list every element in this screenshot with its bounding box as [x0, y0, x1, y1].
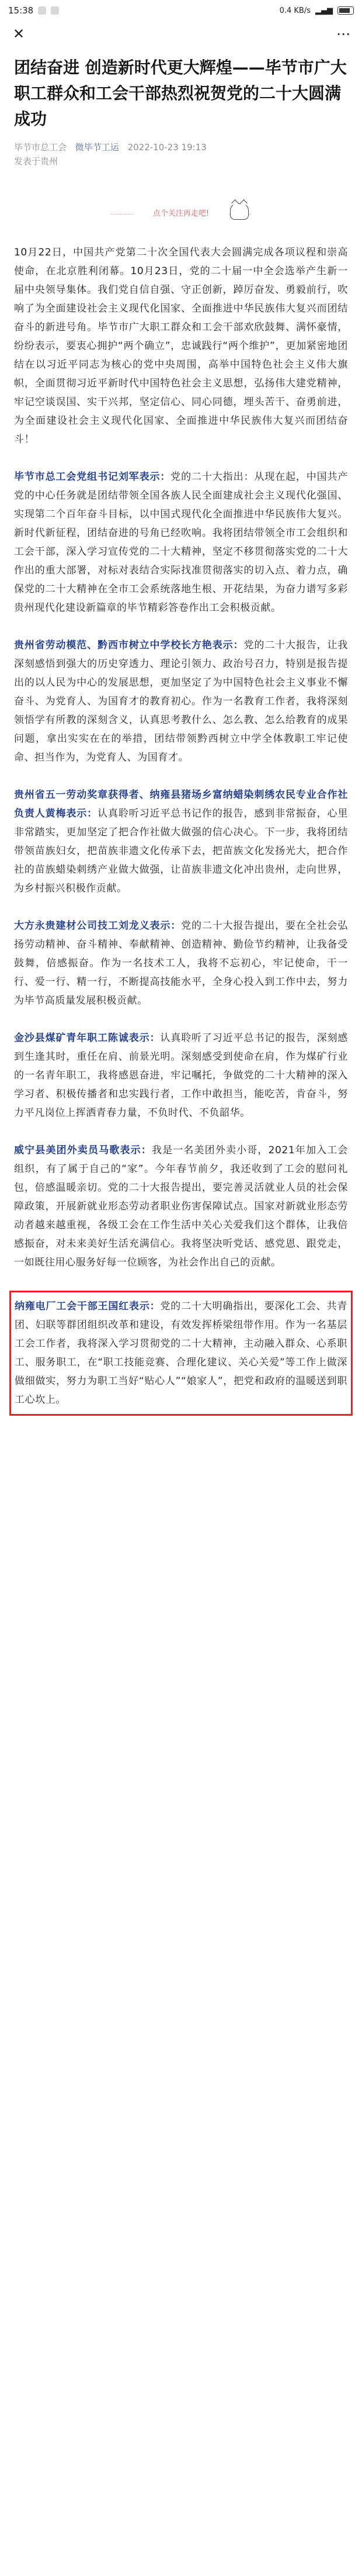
quote-paragraph	[14, 468, 348, 617]
highlight-box	[9, 1291, 353, 1416]
speaker-name: 威宁县美团外卖员马歌表示：	[14, 1144, 152, 1156]
speaker-name: 金沙县煤矿青年职工陈诚表示：	[14, 1032, 161, 1044]
quote-text: 我是一名美团外卖小哥，2021年加入工会组织，有了属于自己的“家”。今年春节前夕，我还收到了工会的慰问礼包，倍感温暖亲切。党的二十大报告提出，要完善灵活就业人员的社会保障政策，开展新就业形态劳动者职业伤害保障试点。国家对新就业形态劳动者越来越重视，各级工会在工作生活中关心关爱我们这个群体，让我倍感振奋，对未来美好生活充满信心。我将坚决听党话、感党恩、跟党走，一如既往用心服务好每一位顾客，为社会作出自己的贡献。	[14, 1144, 348, 1268]
follow-banner	[111, 201, 251, 231]
signal-icon: ▂▄▆	[315, 6, 333, 15]
follow-text: 点个关注再走吧!	[134, 207, 228, 218]
quote-text: 认真聆听习近平总书记作的报告，感到非常振奋，心里非常踏实，更加坚定了把合作社做大做强的信心决心。下一步，我将团结带领苗族妇女，把苗族非遗文化传承下去，把苗族文化发扬光大，把合作社的苗族蜡染刺绣产业做大做强，让苗族非遗文化冲出贵州，走向世界，为乡村振兴积极作贡献。	[14, 808, 348, 894]
article-location: 发表于贵州	[14, 156, 58, 167]
speaker-name: 大方永贵建材公司技工刘龙义表示：	[14, 920, 182, 932]
article-title: 团结奋进 创造新时代更大辉煌——毕节市广大职工群众和工会干部热烈祝贺党的二十大圆满成功	[14, 58, 347, 129]
article-source: 毕节市总工会	[14, 142, 67, 153]
battery-icon	[337, 6, 354, 15]
account-link[interactable]: 微毕节工运	[75, 142, 119, 153]
highlight-paragraph	[15, 1297, 347, 1409]
speaker-name: 纳雍电厂工会干部王国红表示：	[15, 1301, 161, 1312]
quote-text: 党的二十大报告，让我深刻感悟到强大的历史穿透力、理论引领力、政治号召力，特别是报告提出的以人民为中心的发展思想，更加坚定了为中国特色社会主义事业不懈奋斗、为党育人、为国育才的教育初心。作为一名教育工作者，我将深刻领悟学有所教的深刻含义，认真思考教什么、怎么教、怎么给教育的成果问题，拿出实实在在的举措，团结带领黔西树立中学全体教职工牢记使命、担当作为，为党育人、为国育才。	[14, 639, 349, 763]
quote-paragraph	[14, 636, 348, 767]
network-speed: 0.4 KB/s	[279, 6, 311, 15]
status-right	[280, 6, 354, 15]
quote-text: 认真聆听了习近平总书记的报告，深刻感到生逢其时，重任在肩、前景光明。深刻感受到使命在肩，作为煤矿行业的一名青年职工，我将感恩奋进，牢记嘱托，争做党的二十大精神的深入学习者、积极传播者和忠实践行者，工作中敢担当，能吃苦，肯奋斗，努力平凡岗位上挥洒青春力量，不负时代、不负韶华。	[14, 1032, 348, 1119]
cat-icon	[230, 203, 249, 220]
quote-text: 党的二十大指出：从现在起，中国共产党的中心任务就是团结带领全国各族人民全面建成社会主义现代化强国、实现第二个百年奋斗目标，以中国式现代化全面推进中华民族伟大复兴。新时代新征程，团结奋进的号角已经吹响。我将团结带领全市工会组织和工会干部，深入学习宣传党的二十大精神，坚定不移贯彻落实党的二十大作出的重大部署，对标对表结合实际找准贯彻落实的切入点、着力点，确保党的二十大精神在全市工会系统落地生根、开花结果，为奋力谱写多彩贵州现代化建设新篇章的毕节精彩答卷作出工会积极贡献。	[14, 471, 349, 614]
status-time: 15:38	[8, 5, 34, 16]
speaker-name: 贵州省劳动模范、黔西市树立中学校长方艳表示：	[14, 639, 244, 651]
article-meta	[14, 140, 348, 154]
app-icon	[51, 6, 59, 15]
close-icon[interactable]: ✕	[12, 26, 25, 42]
quote-paragraph	[14, 1141, 348, 1272]
intro-paragraph: 10月22日，中国共产党第二十次全国代表大会圆满完成各项议程和崇高使命，在北京胜利闭幕。10月23日，党的二十届一中全会选举产生新一届中央领导集体。我们党自信自强、守正创新，踔厉奋发、勇毅前行，吹响了为全面建设社会主义现代化国家、全面推进中华民族伟大复兴而团结奋斗的新进号角。毕节市广大职工群众和工会干部欢欣鼓舞、满怀豪情，纷纷表示，要衷心拥护“两个确立”，忠诚践行“两个维护”，更加紧密地团结在以习近平同志为核心的党中央周围，高举中国特色社会主义伟大旗帜，全面贯彻习近平新时代中国特色社会主义思想，弘扬伟大建党精神，牢记空谈误国、实干兴邦，坚定信心、同心同德，埋头苦干、奋勇前进，为全面建设社会主义现代化国家、全面推进中华民族伟大复兴而团结奋斗！	[14, 247, 348, 445]
quote-paragraph	[14, 786, 348, 898]
speaker-name: 毕节市总工会党组书记刘军表示：	[14, 471, 171, 483]
nav-bar	[0, 21, 362, 47]
status-left	[8, 5, 59, 16]
notification-icon	[38, 6, 46, 15]
article-body	[14, 243, 348, 1416]
speaker-name: 贵州省五一劳动奖章获得者、纳雍县猪场乡富纳蜡染刺绣农民专业合作社负责人黄梅表示：	[14, 789, 348, 820]
quote-text: 党的二十大明确指出，要深化工会、共青团、妇联等群团组织改革和建设，有效发挥桥梁纽带作用。作为一名基层工会工作者，我将深入学习贯彻党的二十大精神，主动融入群众、心系职工、服务职工，在“职工技能竞赛、合理化建议、关心关爱”等工作上做深做细做实，努力为职工当好“贴心人”“娘家人”，把党和政府的温暖送到职工心坎上。	[15, 1301, 347, 1406]
status-bar	[0, 0, 362, 21]
more-icon[interactable]: ⋯	[336, 26, 350, 42]
quote-paragraph	[14, 917, 348, 1010]
article-datetime: 2022-10-23 19:13	[127, 142, 207, 153]
quote-paragraph	[14, 1029, 348, 1122]
quote-text: 党的二十大报告提出，要在全社会弘扬劳动精神、奋斗精神、奉献精神、创造精神、勤俭节约精神，让我备受鼓舞，倍感振奋。作为一名技术工人，我将不忘初心，牢记使命，干一行、爱一行、精一行，不断提高技能水平，全身心投入到工作中去，努力为毕节高质量发展积极贡献。	[14, 920, 348, 1007]
article-container	[14, 55, 348, 1416]
